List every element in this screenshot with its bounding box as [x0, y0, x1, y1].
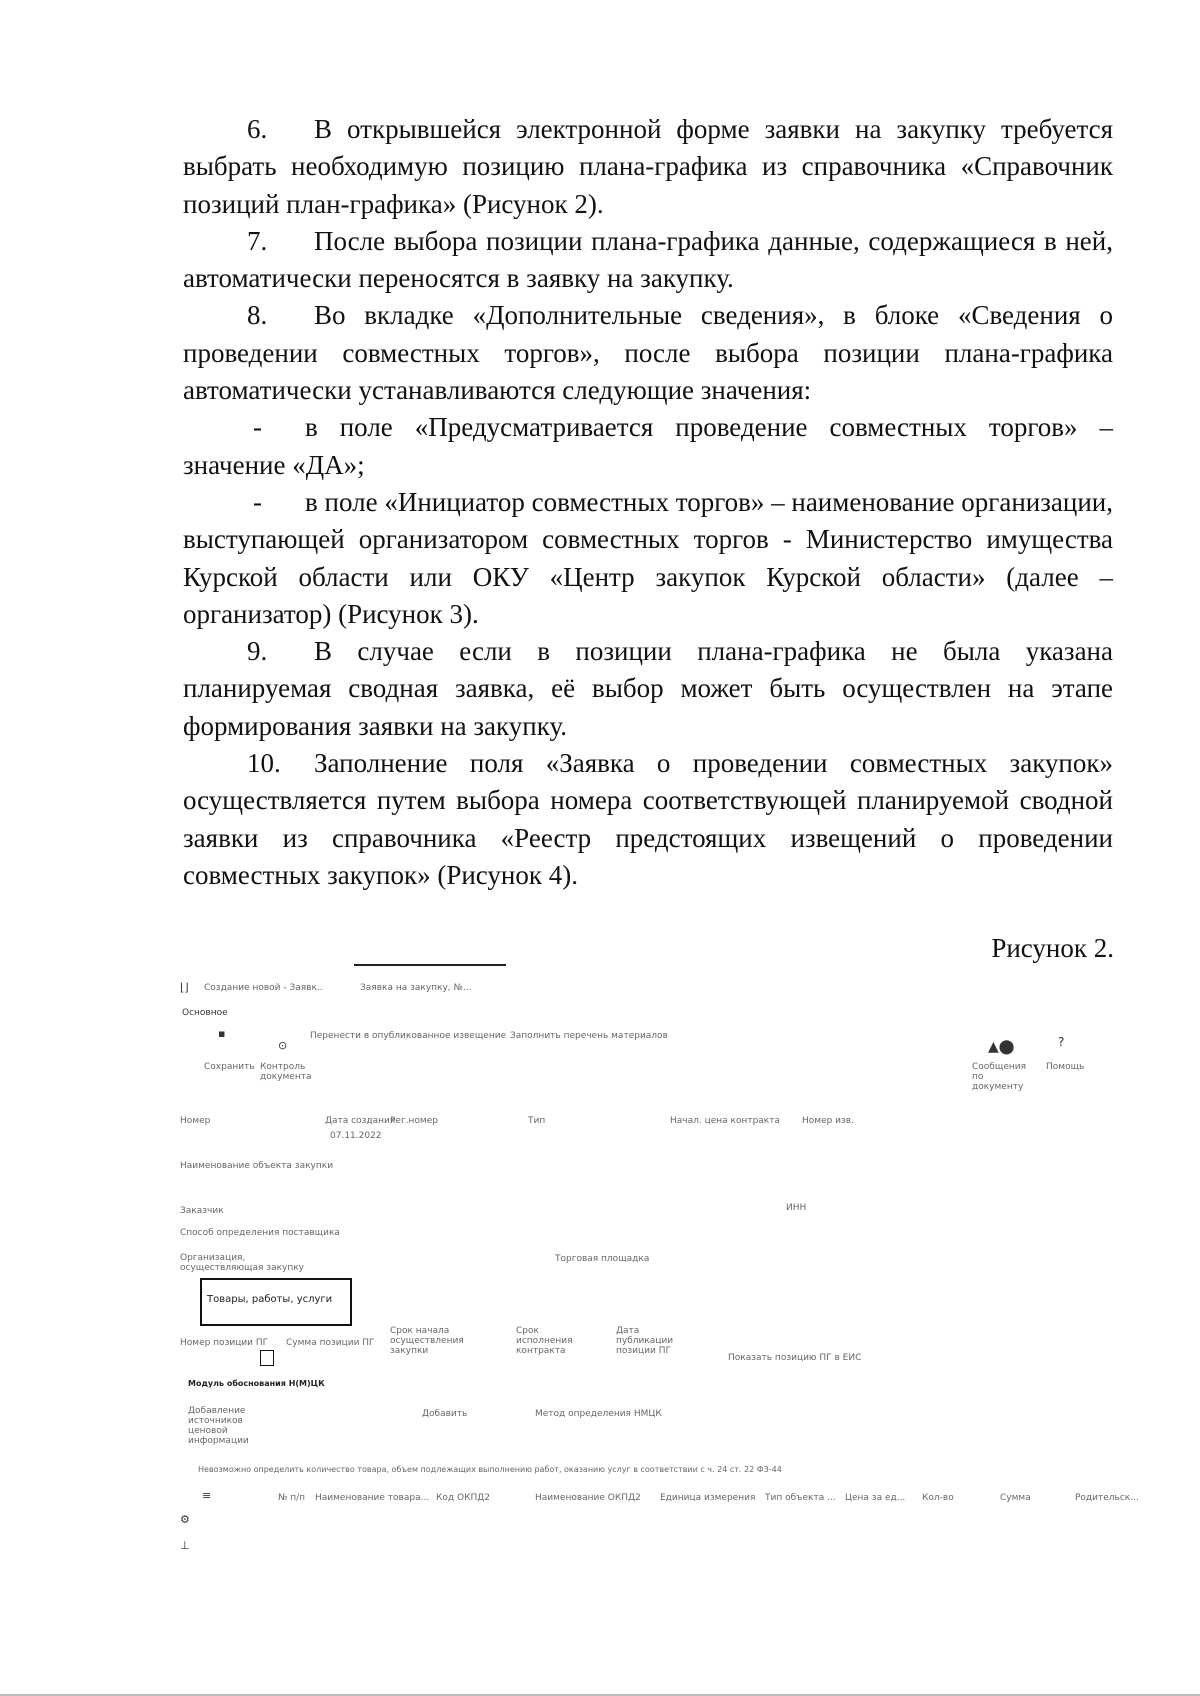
paragraph: [183, 745, 1113, 894]
table-header-okpd-code: Код ОКПД2: [436, 1493, 490, 1503]
messages-icon[interactable]: ▲⬤: [988, 1039, 1015, 1055]
paragraph-text: В случае если в позиции плана-графика не была указана планируемая сводная заявка, её выбор может быть осуществлен на этапе формирования заявки на закупку.: [183, 636, 1113, 741]
messages-button[interactable]: Сообщения по документу: [972, 1062, 1027, 1092]
paragraph: [183, 633, 1113, 745]
paragraph-text: В открывшейся электронной форме заявки на закупку требуется выбрать необходимую позицию плана-графика из справочника «Справочник позиций план-графика» (Рисунок 2).: [183, 114, 1113, 219]
field-number-izv-label: Номер изв.: [802, 1116, 854, 1126]
tab-request[interactable]: Заявка на закупку, №...: [360, 983, 472, 993]
paragraph-text: Заполнение поля «Заявка о проведении совместных закупок» осуществляется путем выбора номера соответствующей планируемой сводной заявки из справочника «Реестр предстоящих извещений о проведении совместных закупок» (Рисунок 4).: [183, 748, 1113, 890]
field-customer-label: Заказчик: [180, 1206, 224, 1216]
table-header-unit: Единица измерения: [660, 1493, 756, 1503]
table-add-row-icon[interactable]: ⊥: [180, 1539, 190, 1552]
table-header-qty: Кол-во: [922, 1493, 954, 1503]
field-type-label: Тип: [528, 1116, 546, 1126]
save-icon[interactable]: ▪: [218, 1027, 226, 1040]
help-button[interactable]: Помощь: [1046, 1062, 1085, 1072]
window-icon: ⌊⌋: [180, 981, 189, 994]
paragraph-number: -: [253, 412, 262, 443]
show-in-eis-link[interactable]: Показать позицию ПГ в ЕИС: [728, 1353, 862, 1363]
module-method-label: Метод определения НМЦК: [535, 1409, 662, 1419]
table-header-sum: Сумма: [1000, 1493, 1031, 1503]
paragraph-text: Во вкладке «Дополнительные сведения», в блоке «Сведения о проведении совместных торгов», после выбора позиции плана-графика автоматически устанавливаются следующие значения:: [183, 300, 1113, 406]
paragraph: [183, 484, 1113, 633]
paragraph: [183, 297, 1113, 409]
goods-pos-button[interactable]: [260, 1350, 274, 1366]
goods-exec-term-label: Срок исполнения контракта: [516, 1326, 573, 1356]
field-inn-label: ИНН: [786, 1203, 807, 1213]
table-header-parent: Родительск...: [1075, 1493, 1139, 1503]
table-header-num: № п/п: [278, 1493, 306, 1503]
field-reg-number-label: Рег.номер: [390, 1116, 438, 1126]
field-created-value[interactable]: 07.11.2022: [330, 1131, 382, 1141]
tab-main[interactable]: Основное: [182, 1008, 228, 1018]
goods-pos-number-label: Номер позиции ПГ: [180, 1338, 269, 1348]
link-notice-button[interactable]: Перенести в опубликованное извещение: [310, 1031, 507, 1041]
tab-new-request[interactable]: Создание новой - Заявк..: [204, 983, 323, 993]
module-add-info-label: Добавление источников ценовой информации: [188, 1406, 249, 1446]
paragraph-number: -: [253, 486, 262, 517]
module-add-button[interactable]: Добавить: [422, 1409, 468, 1419]
paragraph-number: 9.: [247, 636, 268, 667]
fill-materials-button[interactable]: Заполнить перечень материалов: [510, 1031, 668, 1041]
goods-pub-date-label: Дата публикации позиции ПГ: [616, 1326, 674, 1356]
table-filter-icon[interactable]: ≡: [202, 1489, 212, 1502]
figure-caption: Рисунок 2.: [991, 933, 1114, 963]
field-platform-label: Торговая площадка: [555, 1254, 650, 1264]
paragraph-number: 10.: [247, 748, 281, 779]
module-title: Модуль обоснования Н(М)ЦК: [188, 1379, 325, 1388]
document-body: [183, 111, 1113, 894]
table-header-object-type: Тип объекта ...: [765, 1493, 836, 1503]
goods-start-term-label: Срок начала осуществления закупки: [390, 1326, 464, 1356]
field-supplier-method-label: Способ определения поставщика: [180, 1228, 340, 1238]
figure-screenshot: [180, 958, 1139, 1558]
field-start-price-label: Начал. цена контракта: [670, 1116, 781, 1126]
table-header-okpd-name: Наименование ОКПД2: [535, 1493, 641, 1503]
paragraph: [183, 223, 1113, 298]
help-icon[interactable]: ?: [1058, 1035, 1065, 1049]
paragraph-number: 8.: [247, 300, 268, 331]
control-icon[interactable]: ⊙: [278, 1039, 288, 1052]
table-header-name: Наименование товара...: [315, 1493, 430, 1503]
figure-top-rule: [354, 964, 506, 966]
control-button[interactable]: Контроль документа: [260, 1062, 312, 1082]
paragraph: [183, 111, 1113, 223]
paragraph-text: в поле «Инициатор совместных торгов» – наименование организации, выступающей организатором совместных торгов - Министерство имущества Курской области или ОКУ «Центр закупок Курской области» (далее – организатор) (Рисунок 3).: [183, 486, 1113, 629]
tab-goods[interactable]: Товары, работы, услуги: [207, 1294, 333, 1305]
paragraph-text: в поле «Предусматривается проведение совместных торгов» – значение «ДА»;: [183, 412, 1113, 480]
save-button[interactable]: Сохранить: [204, 1062, 255, 1072]
field-org-label: Организация, осуществляющая закупку: [180, 1253, 305, 1273]
paragraph-text: После выбора позиции плана-графика данные, содержащиеся в ней, автоматически переносятся в заявку на закупку.: [183, 225, 1113, 294]
field-number-label: Номер: [180, 1116, 211, 1126]
notice-text: Невозможно определить количество товара, объем подлежащих выполнению работ, оказанию услуг в соответствии с ч. 24 ст. 22 ФЗ-44: [198, 1465, 782, 1474]
field-object-name-label: Наименование объекта закупки: [180, 1161, 334, 1171]
paragraph-number: 7.: [247, 225, 268, 256]
goods-pos-sum-label: Сумма позиции ПГ: [286, 1338, 375, 1348]
table-header-price: Цена за ед...: [845, 1493, 906, 1503]
field-created-label: Дата создания: [325, 1116, 396, 1126]
table-settings-icon[interactable]: ⚙: [180, 1513, 190, 1526]
paragraph: [183, 409, 1113, 484]
paragraph-number: 6.: [247, 114, 268, 144]
